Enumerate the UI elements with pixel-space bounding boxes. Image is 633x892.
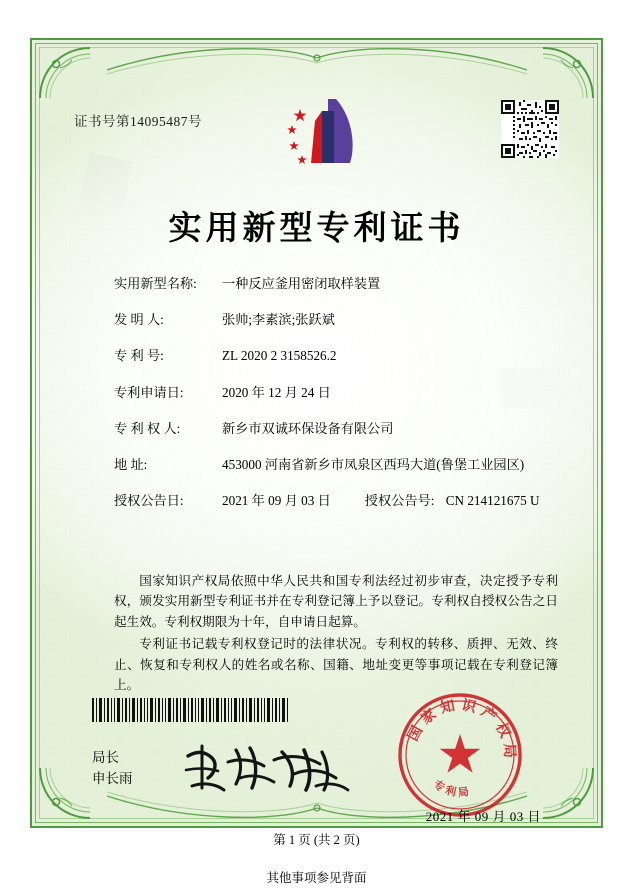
field-value: ZL 2020 2 3158526.2 [222,348,337,364]
patent-fields [114,276,554,525]
field-label: 发 明 人: [114,312,164,328]
field-row-inventors [114,312,554,327]
field-label-grant-number: 授权公告号: [364,493,435,509]
svg-text:专利局: 专利局 [430,778,473,800]
signature-block [92,748,133,790]
field-label: 专 利 权 人: [114,420,181,436]
director-name-label: 申长雨 [92,770,133,786]
field-row-grant-announcement [114,493,554,508]
field-label: 地 址: [114,456,148,472]
legal-text [114,571,558,697]
field-label: 专 利 号: [114,348,164,364]
field-row-utility-model-name [114,276,554,291]
other-matters-note: 其他事项参见背面 [266,871,367,885]
field-value: 新乡市双诚环保设备有限公司 [222,420,394,436]
barcode-icon [92,698,288,722]
field-row-patentee [114,421,554,436]
page-number: 第 1 页 (共 2 页) [273,833,360,847]
patent-certificate-page [30,38,603,847]
certificate-number: 证书号第14095487号 [74,114,202,129]
field-value: 张帅;李素滨;张跃斌 [222,312,335,328]
field-value: 2020 年 12 月 24 日 [222,384,331,400]
handwritten-signature-icon [178,738,358,800]
field-label-grant-date: 授权公告日: [114,493,184,509]
paragraph-2: 专利证书记载专利权登记时的法律状况。专利权的转移、质押、无效、终止、恢复和专利权人的姓名或名称、国籍、地址变更等事项记载在专利登记簿上。 [114,637,558,692]
field-row-application-date [114,385,554,400]
field-value-grant-date: 2021 年 09 月 03 日 [222,493,331,509]
paragraph-1: 国家知识产权局依照中华人民共和国专利法经过初步审查，决定授予专利权，颁发实用新型专利证书并在专利登记簿上予以登记。专利权自授权公告之日起生效。专利权期限为十年，自申请日起算。 [114,574,558,629]
svg-text:国家知识产权局: 国家知识产权局 [405,697,518,764]
qr-code-icon [501,100,559,158]
field-value-grant-number: CN 214121675 U [445,493,540,509]
director-title-label: 局长 [92,750,119,765]
seal-date: 2021 年 09 月 03 日 [425,809,541,824]
field-row-patent-number [114,348,554,363]
national-emblem-round-seal-icon [395,690,525,820]
cnipa-emblem-icon [278,93,368,173]
page-title: 实用新型专利证书 [168,211,465,247]
field-value: 453000 河南省新乡市凤泉区西玛大道(鲁堡工业园区) [222,456,525,472]
field-label: 实用新型名称: [114,276,197,291]
field-value: 一种反应釜用密闭取样装置 [222,276,381,291]
field-row-address [114,457,554,472]
field-label: 专利申请日: [114,384,184,400]
grant-number-group [365,493,540,508]
